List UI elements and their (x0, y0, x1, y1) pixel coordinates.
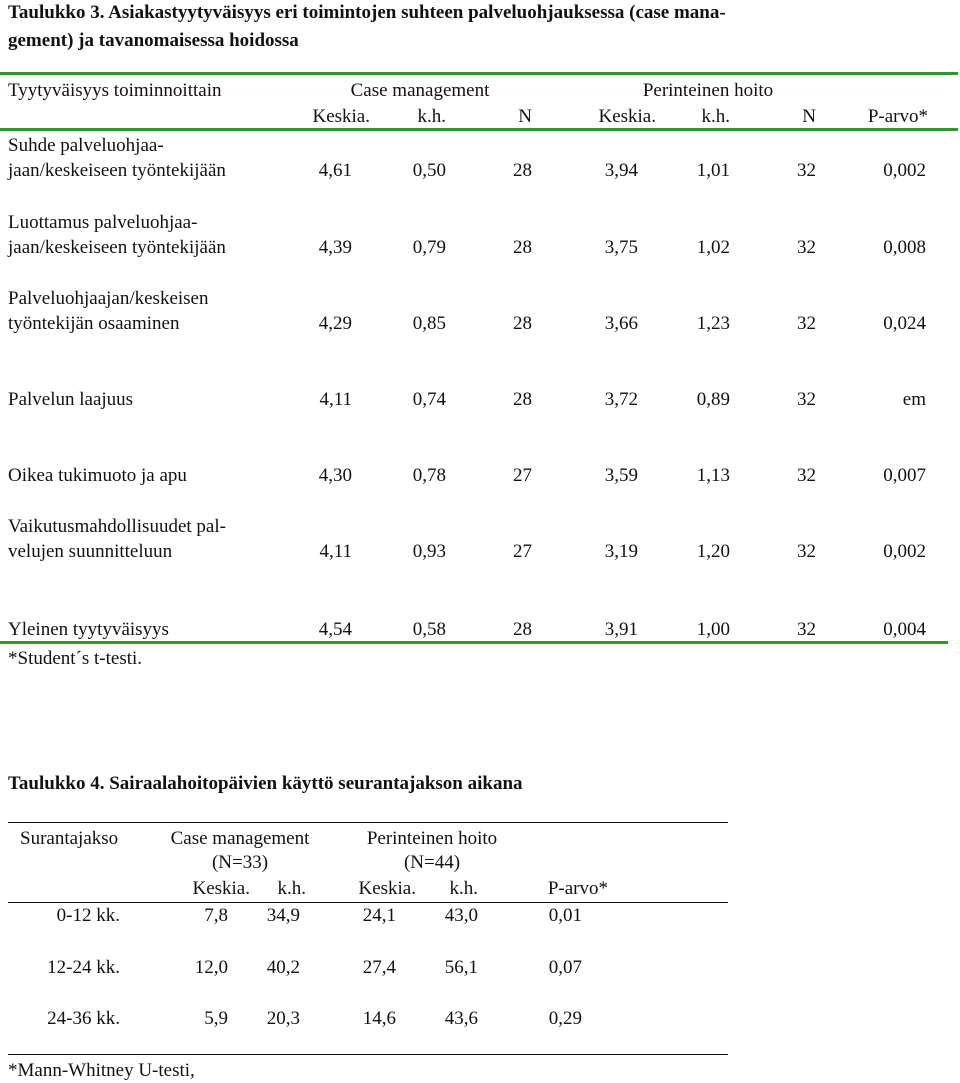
table3-cell-cm-n: 28 (513, 160, 532, 181)
table3-cell-ph-mean: 3,91 (604, 619, 638, 640)
table4-cell-cm-sd: 34,9 (266, 905, 300, 926)
table4-bottom-rule (8, 1054, 728, 1055)
table4-cell-ph-mean: 27,4 (362, 957, 396, 978)
table3-cell-ph-mean: 3,19 (604, 541, 638, 562)
table3-row-label-line1: Vaikutusmahdollisuudet pal- (8, 516, 226, 537)
table3-cell-cm-n: 28 (513, 389, 532, 410)
table3-sub-mean1: Keskia. (312, 106, 370, 127)
table3-cell-ph-mean: 3,94 (604, 160, 638, 181)
table3-cell-ph-mean: 3,75 (604, 237, 638, 258)
table3-cell-ph-sd: 1,23 (696, 313, 730, 334)
table3-row-label: velujen suunnitteluun (8, 541, 173, 562)
table3-cell-ph-sd: 1,02 (696, 237, 730, 258)
table3-cell-p-value: em (902, 389, 926, 410)
table3-group1-header: Case management (350, 80, 490, 101)
table4-cell-cm-sd: 40,2 (266, 957, 300, 978)
table3-footnote: *Student´s t-testi. (8, 648, 143, 669)
table4-cell-cm-sd: 20,3 (266, 1008, 300, 1029)
table4-sub-mean1: Keskia. (192, 878, 250, 899)
table4-sub-mean2: Keskia. (358, 878, 416, 899)
table3-cell-ph-n: 32 (797, 237, 816, 258)
table3-cell-ph-sd: 1,20 (696, 541, 730, 562)
table3-cell-ph-sd: 1,01 (696, 160, 730, 181)
table3-cell-cm-sd: 0,50 (412, 160, 446, 181)
table4-row-period: 12-24 kk. (47, 957, 120, 978)
table4-cell-ph-sd: 56,1 (444, 957, 478, 978)
table3-cell-cm-mean: 4,54 (318, 619, 352, 640)
table3-cell-ph-n: 32 (797, 465, 816, 486)
table3-cell-ph-mean: 3,72 (604, 389, 638, 410)
table3-bottom-rule (0, 641, 948, 644)
table4-row-period: 24-36 kk. (47, 1008, 120, 1029)
table3-cell-ph-n: 32 (797, 160, 816, 181)
table4-cell-cm-mean: 7,8 (204, 905, 228, 926)
table3-cell-ph-n: 32 (797, 619, 816, 640)
table3-row-label: Oikea tukimuoto ja apu (8, 465, 187, 486)
table3-cell-p-value: 0,004 (883, 619, 926, 640)
table4-cell-p-value: 0,07 (548, 957, 582, 978)
table3-sub-n2: N (802, 106, 816, 127)
table3-row-label: Palvelun laajuus (8, 389, 134, 410)
table3-cell-cm-sd: 0,74 (412, 389, 446, 410)
table4-caption: Taulukko 4. Sairaalahoitopäivien käyttö seurantajakson aikana (8, 773, 523, 794)
table3-caption-line2: gement) ja tavanomaisessa hoidossa (8, 30, 299, 51)
table4-group1-n: (N=33) (211, 852, 269, 873)
table3-row-label: työntekijän osaaminen (8, 313, 180, 334)
table3-cell-cm-mean: 4,39 (318, 237, 352, 258)
table3-cell-p-value: 0,002 (883, 541, 926, 562)
table4-group1-header: Case management (170, 828, 310, 849)
table3-cell-ph-n: 32 (797, 313, 816, 334)
table3-cell-cm-mean: 4,11 (319, 541, 352, 562)
table3-cell-cm-mean: 4,11 (319, 389, 352, 410)
table3-cell-ph-n: 32 (797, 389, 816, 410)
table3-caption-line1: Taulukko 3. Asiakastyytyväisyys eri toimintojen suhteen palveluohjauksessa (case mana- (8, 2, 726, 23)
table3-cell-ph-n: 32 (797, 541, 816, 562)
table3-row-label: Yleinen tyytyväisyys (8, 619, 169, 640)
table3-row-label-header: Tyytyväisyys toiminnoittain (8, 80, 222, 101)
table4-group2-header: Perinteinen hoito (366, 828, 498, 849)
table3-cell-cm-n: 28 (513, 237, 532, 258)
table4-cell-p-value: 0,29 (548, 1008, 582, 1029)
table3-cell-cm-mean: 4,29 (318, 313, 352, 334)
table4-cell-ph-sd: 43,6 (444, 1008, 478, 1029)
table3-cell-cm-sd: 0,79 (412, 237, 446, 258)
table3-cell-p-value: 0,002 (883, 160, 926, 181)
table3-cell-ph-sd: 1,00 (696, 619, 730, 640)
table3-cell-cm-n: 28 (513, 313, 532, 334)
table4-top-rule (8, 822, 728, 823)
table3-cell-cm-sd: 0,58 (412, 619, 446, 640)
table4-sub-pvalue: P-arvo* (547, 878, 608, 899)
table4-cell-ph-sd: 43,0 (444, 905, 478, 926)
table3-row-label: jaan/keskeiseen työntekijään (8, 237, 226, 258)
table3-cell-ph-mean: 3,59 (604, 465, 638, 486)
table3-cell-cm-mean: 4,61 (318, 160, 352, 181)
table4-cell-ph-mean: 14,6 (362, 1008, 396, 1029)
table3-row-label-line1: Luottamus palveluohjaa- (8, 212, 198, 233)
table4-cell-cm-mean: 12,0 (194, 957, 228, 978)
table3-row-label-line1: Palveluohjaajan/keskeisen (8, 288, 209, 309)
table3-cell-ph-sd: 0,89 (696, 389, 730, 410)
table3-cell-ph-sd: 1,13 (696, 465, 730, 486)
table4-header-rule (8, 902, 728, 903)
table3-cell-cm-sd: 0,78 (412, 465, 446, 486)
table3-header-rule (0, 128, 958, 131)
table4-sub-sd2: k.h. (449, 878, 478, 899)
table3-group2-header: Perinteinen hoito (642, 80, 774, 101)
table3-cell-ph-mean: 3,66 (604, 313, 638, 334)
table3-cell-cm-sd: 0,93 (412, 541, 446, 562)
table3-row-label: jaan/keskeiseen työntekijään (8, 160, 226, 181)
table3-cell-cm-sd: 0,85 (412, 313, 446, 334)
table3-sub-n1: N (518, 106, 532, 127)
table4-sub-sd1: k.h. (277, 878, 306, 899)
table4-footnote: *Mann-Whitney U-testi, (8, 1060, 195, 1081)
table3-top-rule (0, 72, 958, 75)
table3-sub-pvalue: P-arvo* (867, 106, 928, 127)
table4-row-period: 0-12 kk. (56, 905, 120, 926)
table3-sub-mean2: Keskia. (598, 106, 656, 127)
table3-cell-cm-n: 28 (513, 619, 532, 640)
table3-cell-cm-mean: 4,30 (318, 465, 352, 486)
table4-cell-ph-mean: 24,1 (362, 905, 396, 926)
table3-sub-sd1: k.h. (417, 106, 446, 127)
table4-group2-n: (N=44) (403, 852, 461, 873)
table3-cell-cm-n: 27 (513, 541, 532, 562)
table3-cell-p-value: 0,008 (883, 237, 926, 258)
table3-cell-p-value: 0,024 (883, 313, 926, 334)
table3-sub-sd2: k.h. (701, 106, 730, 127)
table4-cell-cm-mean: 5,9 (204, 1008, 228, 1029)
table4-cell-p-value: 0,01 (548, 905, 582, 926)
table3-row-label-line1: Suhde palveluohjaa- (8, 135, 164, 156)
table4-period-header: Surantajakso (20, 828, 119, 849)
table3-cell-p-value: 0,007 (883, 465, 926, 486)
table3-cell-cm-n: 27 (513, 465, 532, 486)
